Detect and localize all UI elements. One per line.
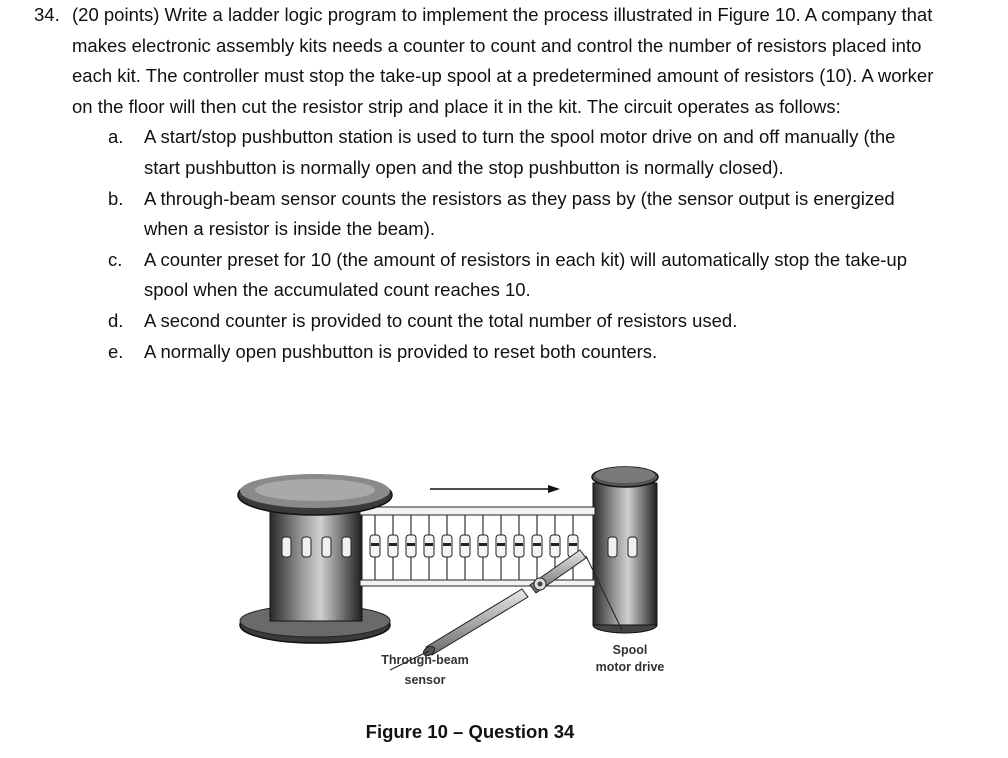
list-item xyxy=(34,245,934,306)
left-spool-body xyxy=(270,503,362,621)
list-item-text: A start/stop pushbutton station is used to turn the spool motor drive on and off manually (the start pushbutton is normally open and the stop pushbutton is normally closed). xyxy=(144,126,896,178)
list-item-text: A counter preset for 10 (the amount of resistors in each kit) will automatically stop the take-up spool when the accumulated count reaches 10. xyxy=(144,248,907,301)
figure-illustration xyxy=(230,455,700,700)
right-spool-body xyxy=(593,483,657,625)
list-item-label: c. xyxy=(108,248,123,270)
list-item-text: A second counter is provided to count the total number of resistors used. xyxy=(144,309,738,331)
direction-arrowhead xyxy=(548,485,560,493)
sensor-label xyxy=(360,652,490,689)
wound-resistor xyxy=(608,537,617,557)
strip-tape-bottom xyxy=(360,580,595,586)
question-intro xyxy=(34,0,934,122)
list-item-label: a. xyxy=(108,126,124,148)
list-item-label: b. xyxy=(108,187,124,209)
motor-label-line2: motor drive xyxy=(595,660,665,674)
list-item-text: A normally open pushbutton is provided to reset both counters. xyxy=(144,340,658,362)
motor-label-line1: Spool xyxy=(612,643,648,657)
wound-resistor xyxy=(282,537,291,557)
sensor-label-line1: Through-beam xyxy=(381,653,469,667)
wound-resistor xyxy=(628,537,637,557)
list-item xyxy=(34,122,934,183)
wound-resistor xyxy=(322,537,331,557)
list-item xyxy=(34,337,934,368)
wound-resistor xyxy=(302,537,311,557)
sensor-label-line2: sensor xyxy=(404,673,446,687)
question-text: (20 points) Write a ladder logic program to implement the process illustrated in Figure 10. A company that makes electronic assembly kits needs a counter to count and control the number of resistors placed into each kit. The controller must stop the take-up spool at a predetermined amount of resistors (10). A worker on the floor will then cut the resistor strip and place it in the kit. The circuit operates as follows: xyxy=(72,4,934,117)
strip-tape-top xyxy=(360,507,595,515)
figure-caption: Figure 10 – Question 34 xyxy=(365,721,575,742)
wound-resistor xyxy=(342,537,351,557)
list-item-text: A through-beam sensor counts the resistors as they pass by (the sensor output is energized when a resistor is inside the beam). xyxy=(144,187,895,240)
question-block xyxy=(34,0,934,367)
requirements-list xyxy=(34,122,934,367)
motor-label xyxy=(575,642,685,676)
list-item-label: d. xyxy=(108,309,124,331)
list-item xyxy=(34,306,934,337)
list-item-label: e. xyxy=(108,340,124,362)
resistor-strip xyxy=(375,515,573,580)
question-number: 34. xyxy=(34,4,60,25)
list-item xyxy=(34,184,934,245)
